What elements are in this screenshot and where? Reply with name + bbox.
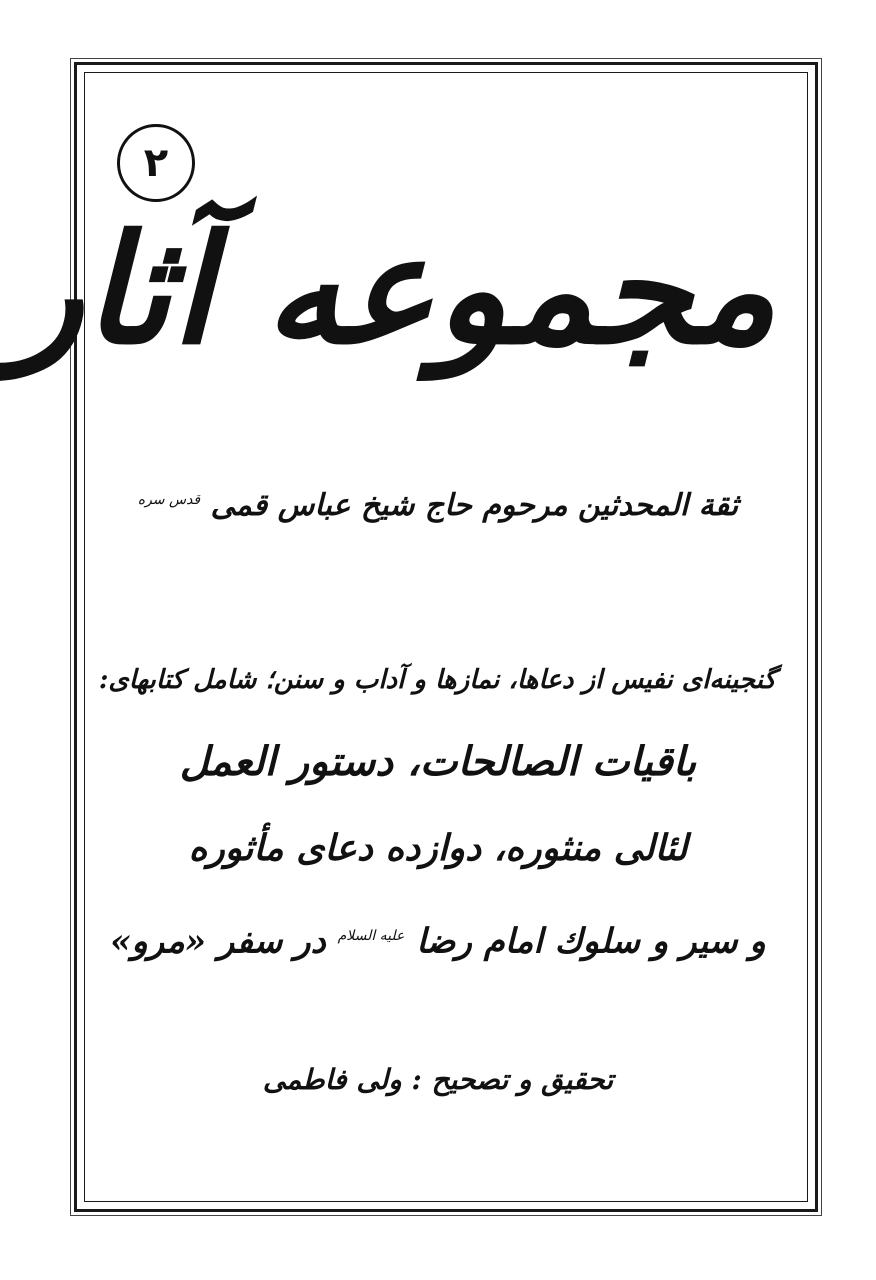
author-line — [100, 478, 776, 528]
book-list-line-3-salutation: عليه السلام — [337, 928, 405, 944]
book-list-line-2: لئالى منثوره، دوازده دعاى مأثوره — [188, 827, 688, 869]
author-name: ثقة المحدثين مرحوم حاج شيخ عباس قمى — [210, 488, 739, 523]
book-list-line-3 — [100, 908, 776, 969]
editor-credit: تحقيق و تصحيح : ولى فاطمى — [262, 1063, 614, 1096]
intro-description: گنجينه‌اى نفيس از دعاها، نمازها و آداب و سنن؛ شامل كتابهاى: — [98, 665, 776, 695]
book-list-line-1: باقيات الصالحات، دستور العمل — [179, 738, 697, 785]
book-list-line-3-main: و سير و سلوك امام رضا — [416, 921, 766, 962]
book-title: مجموعه آثار — [10, 202, 776, 378]
volume-number: ٢ — [143, 140, 169, 186]
author-honorific: قدس سره — [137, 492, 201, 508]
book-list-line-3-end: در سفر «مرو» — [110, 921, 326, 962]
